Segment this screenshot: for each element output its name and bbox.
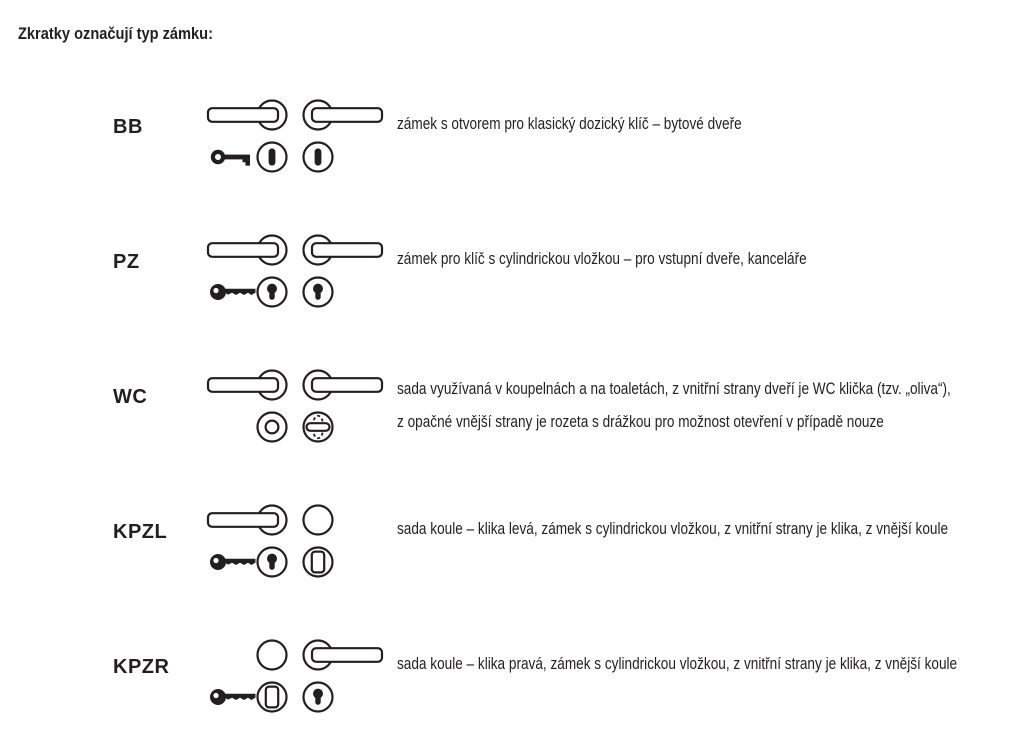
lock-type-code: WC <box>113 386 148 408</box>
description-line: sada využívaná v koupelnách a na toaletách, z vnitřní strany dveří je WC klička (tzv. „oliva“), <box>397 379 951 398</box>
lock-type-icon-set <box>205 365 395 445</box>
door-knob-icon <box>258 641 287 670</box>
pz-keyhole-rosette-icon <box>304 278 333 307</box>
door-handle-left-icon <box>208 101 287 130</box>
bit-key-icon <box>211 150 250 166</box>
lock-type-row <box>0 95 1011 185</box>
cylinder-key-icon <box>210 689 256 705</box>
page-title: Zkratky označují typ zámku: <box>18 24 213 43</box>
door-handle-left-icon <box>208 371 287 400</box>
lock-type-icon-set <box>205 95 395 175</box>
door-handle-right-icon <box>304 236 383 265</box>
bb-keyhole-rosette-icon <box>258 143 287 172</box>
lock-type-icon-set <box>205 500 395 580</box>
lock-type-code: BB <box>113 116 143 138</box>
lock-type-description <box>397 242 807 275</box>
lock-type-icon-set <box>205 635 395 715</box>
lock-type-row <box>0 230 1011 320</box>
lock-type-code: KPZR <box>113 656 170 678</box>
lock-type-description <box>397 512 948 545</box>
lock-type-code: KPZL <box>113 521 168 543</box>
lock-type-description <box>397 647 957 680</box>
pz-keyhole-rosette-icon <box>304 683 333 712</box>
emergency-groove-rosette-icon <box>258 413 287 442</box>
lock-type-row <box>0 365 1011 455</box>
description-line: sada koule – klika levá, zámek s cylindrickou vložkou, z vnitřní strany je klika, z vnější koule <box>397 519 949 538</box>
pz-keyhole-rosette-icon <box>258 278 287 307</box>
lock-type-code: PZ <box>113 251 140 273</box>
pz-keyhole-rosette-icon <box>258 548 287 577</box>
door-handle-right-icon <box>304 641 383 670</box>
description-line: zámek s otvorem pro klasický dozický klíč – bytové dveře <box>397 114 742 133</box>
cylinder-key-icon <box>210 554 256 570</box>
door-handle-right-icon <box>304 371 383 400</box>
door-handle-right-icon <box>304 101 383 130</box>
lock-type-row <box>0 635 1011 725</box>
blank-plate-rosette-icon <box>304 548 333 577</box>
wc-turn-knob-icon <box>304 413 333 442</box>
door-handle-left-icon <box>208 236 287 265</box>
cylinder-key-icon <box>210 284 256 300</box>
description-line: sada koule – klika pravá, zámek s cylindrickou vložkou, z vnitřní strany je klika, z vnější koule <box>397 654 958 673</box>
description-line: zámek pro klíč s cylindrickou vložkou – pro vstupní dveře, kanceláře <box>397 249 807 268</box>
lock-type-description <box>397 372 951 438</box>
door-knob-icon <box>304 506 333 535</box>
lock-type-description <box>397 107 742 140</box>
lock-type-icon-set <box>205 230 395 310</box>
blank-plate-rosette-icon <box>258 683 287 712</box>
door-handle-left-icon <box>208 506 287 535</box>
lock-type-row <box>0 500 1011 590</box>
description-line: z opačné vnější strany je rozeta s drážkou pro možnost otevření v případě nouze <box>397 412 884 431</box>
bb-keyhole-rosette-icon <box>304 143 333 172</box>
